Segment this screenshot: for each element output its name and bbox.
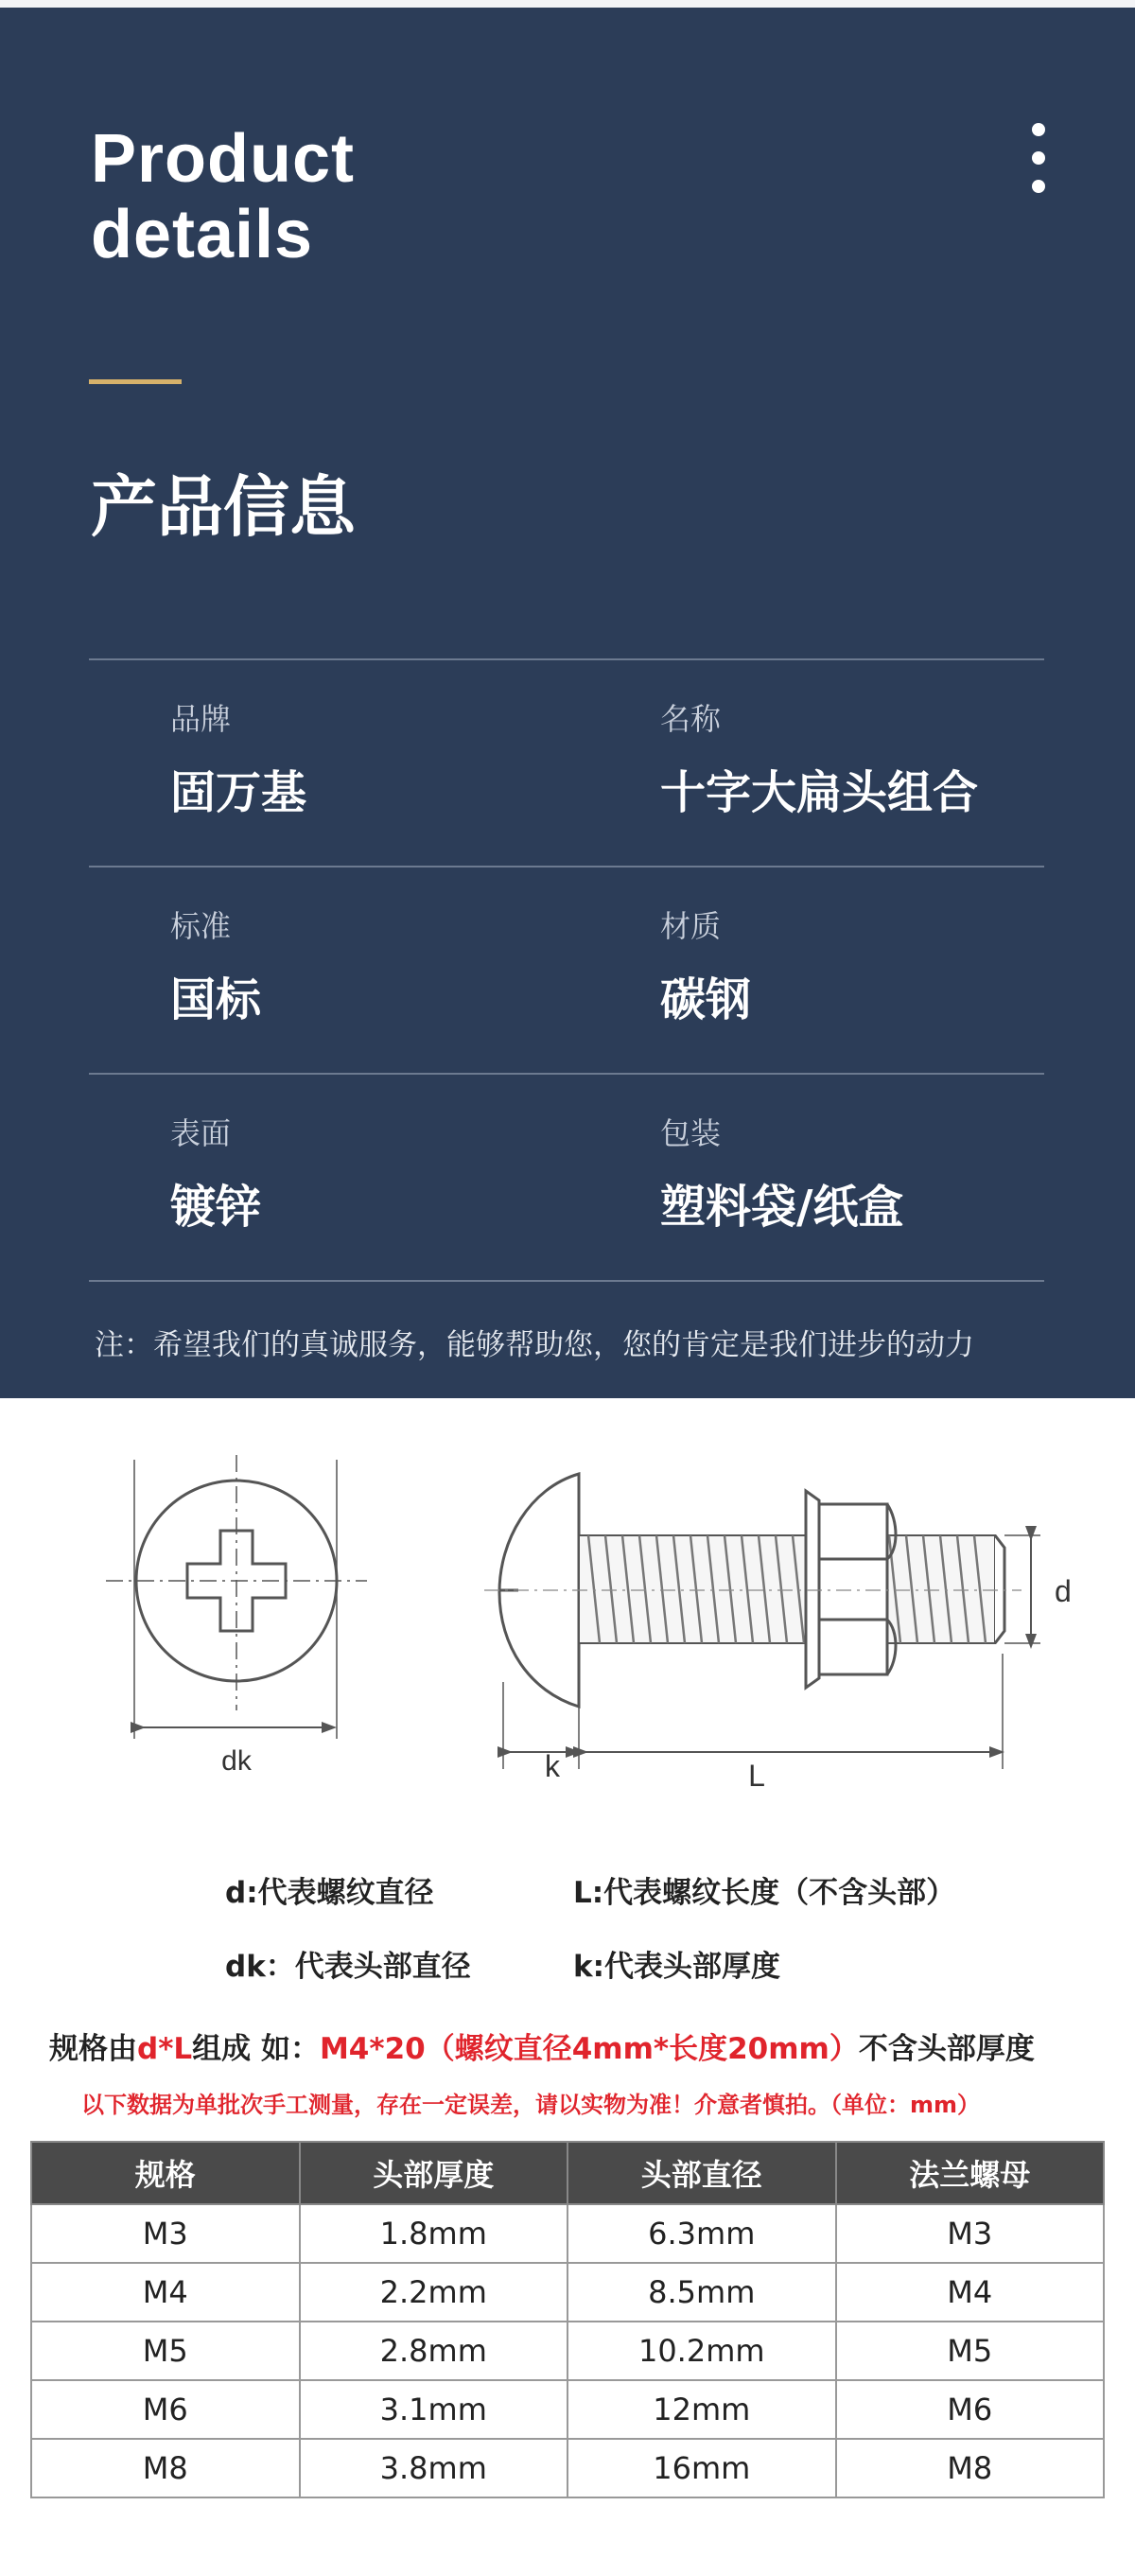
table-cell: M6 bbox=[836, 2380, 1105, 2439]
table-row bbox=[31, 2380, 1104, 2439]
service-note: 注：希望我们的真诚服务，能够帮助您，您的肯定是我们进步的动力 bbox=[95, 1328, 974, 1362]
column-header: 法兰螺母 bbox=[836, 2142, 1105, 2204]
dimension-dk-label: dk bbox=[221, 1745, 252, 1777]
screw-side-view bbox=[484, 1474, 1040, 1769]
table-cell: 12mm bbox=[568, 2380, 836, 2439]
table-cell: 10.2mm bbox=[568, 2322, 836, 2380]
info-cell-brand: 品牌 固万基 bbox=[170, 701, 307, 819]
legend-d: d:代表螺纹直径 bbox=[225, 1876, 434, 1910]
screw-head-top-view bbox=[106, 1455, 367, 1739]
table-row bbox=[31, 2439, 1104, 2497]
info-row bbox=[89, 658, 1044, 866]
table-cell: M6 bbox=[31, 2380, 300, 2439]
table-cell: 8.5mm bbox=[568, 2263, 836, 2322]
top-strip bbox=[0, 0, 1135, 8]
table-header-row bbox=[31, 2142, 1104, 2204]
spec-table bbox=[30, 2141, 1105, 2498]
table-cell: M3 bbox=[836, 2204, 1105, 2263]
info-cell-material: 材质 碳钢 bbox=[660, 908, 752, 1026]
spec-format-line: 规格由d*L组成 如：M4*20（螺纹直径4mm*长度20mm）不含头部厚度 bbox=[49, 2032, 1035, 2066]
column-header: 头部直径 bbox=[568, 2142, 836, 2204]
dimension-L-label: L bbox=[748, 1759, 765, 1793]
legend-dk: dk：代表头部直径 bbox=[225, 1950, 471, 1984]
table-cell: M4 bbox=[31, 2263, 300, 2322]
page-title: Product details bbox=[91, 121, 356, 272]
table-cell: M8 bbox=[31, 2439, 300, 2497]
table-cell: 2.8mm bbox=[300, 2322, 568, 2380]
table-cell: 3.1mm bbox=[300, 2380, 568, 2439]
section-title: 产品信息 bbox=[91, 468, 356, 546]
legend-L: L:代表螺纹长度（不含头部） bbox=[573, 1876, 956, 1910]
table-cell: M3 bbox=[31, 2204, 300, 2263]
dimension-k-label: k bbox=[545, 1749, 560, 1783]
column-header: 头部厚度 bbox=[300, 2142, 568, 2204]
table-row bbox=[31, 2204, 1104, 2263]
info-cell-packaging: 包装 塑料袋/纸盒 bbox=[660, 1115, 904, 1234]
column-header: 规格 bbox=[31, 2142, 300, 2204]
table-cell: M5 bbox=[31, 2322, 300, 2380]
table-cell: 16mm bbox=[568, 2439, 836, 2497]
info-cell-standard: 标准 国标 bbox=[170, 908, 262, 1026]
info-cell-surface: 表面 镀锌 bbox=[170, 1115, 262, 1234]
more-vertical-icon[interactable] bbox=[1023, 123, 1054, 195]
table-cell: 3.8mm bbox=[300, 2439, 568, 2497]
legend-k: k:代表头部厚度 bbox=[573, 1950, 781, 1984]
table-row bbox=[31, 2322, 1104, 2380]
table-cell: M8 bbox=[836, 2439, 1105, 2497]
dimension-d-label: d bbox=[1055, 1574, 1072, 1608]
info-row bbox=[89, 1073, 1044, 1282]
table-cell: 1.8mm bbox=[300, 2204, 568, 2263]
table-row bbox=[31, 2263, 1104, 2322]
table-cell: 6.3mm bbox=[568, 2204, 836, 2263]
info-cell-name: 名称 十字大扁头组合 bbox=[660, 701, 979, 819]
screw-diagram bbox=[0, 1398, 1135, 1833]
table-cell: 2.2mm bbox=[300, 2263, 568, 2322]
accent-divider bbox=[89, 379, 182, 384]
table-cell: M5 bbox=[836, 2322, 1105, 2380]
measurement-warning: 以下数据为单批次手工测量，存在一定误差，请以实物为准！介意者慎拍。（单位：mm） bbox=[81, 2092, 981, 2118]
info-row bbox=[89, 866, 1044, 1073]
table-cell: M4 bbox=[836, 2263, 1105, 2322]
info-grid bbox=[89, 658, 1044, 1282]
product-info-panel bbox=[0, 8, 1135, 1398]
